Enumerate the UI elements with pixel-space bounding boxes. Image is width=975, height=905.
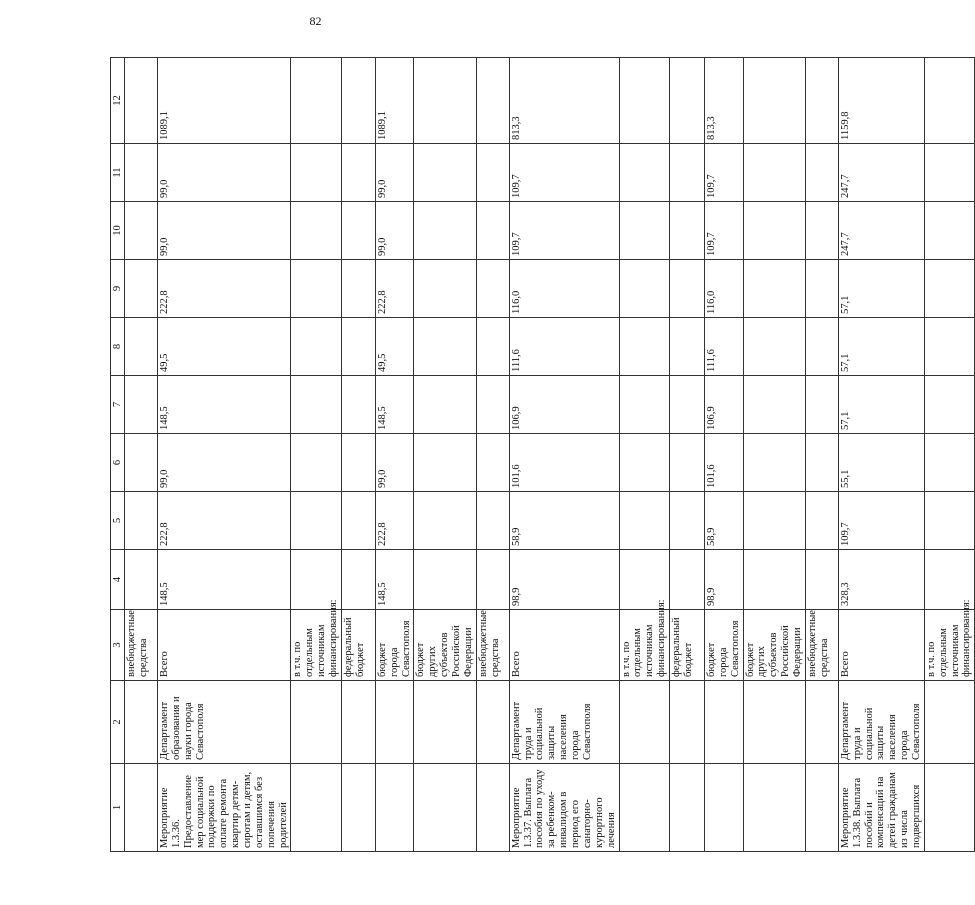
budget-table (110, 57, 975, 852)
executor-cell (619, 681, 669, 764)
value-cell: 98,9 (509, 550, 619, 610)
value-cell (414, 550, 476, 610)
value-cell (924, 202, 974, 260)
table-row (509, 58, 619, 852)
value-cell (924, 376, 974, 434)
value-cell (414, 202, 476, 260)
table-row (341, 58, 375, 852)
value-cell: 98,9 (704, 550, 743, 610)
value-cell (619, 492, 669, 550)
executor-cell (704, 681, 743, 764)
value-cell: 1089,1 (375, 58, 414, 144)
value-cell (476, 260, 509, 318)
table-row (375, 58, 414, 852)
value-cell (805, 318, 838, 376)
value-cell: 148,5 (375, 376, 414, 434)
value-cell (669, 434, 704, 492)
value-cell (291, 376, 341, 434)
value-cell (414, 144, 476, 202)
header-cell: 6 (111, 434, 125, 492)
table-row (669, 58, 704, 852)
value-cell (291, 202, 341, 260)
value-cell (476, 492, 509, 550)
value-cell (743, 318, 805, 376)
value-cell: 148,5 (375, 550, 414, 610)
value-cell: 58,9 (509, 492, 619, 550)
table-body (111, 58, 975, 852)
value-cell (805, 202, 838, 260)
value-cell (743, 492, 805, 550)
value-cell (476, 144, 509, 202)
value-cell (924, 58, 974, 144)
source-cell: федеральный бюджет (341, 610, 375, 681)
executor-cell (743, 681, 805, 764)
header-cell: 10 (111, 202, 125, 260)
header-row (111, 58, 125, 852)
value-cell (924, 492, 974, 550)
value-cell: 247,7 (838, 202, 924, 260)
value-cell: 99,0 (158, 202, 291, 260)
value-cell (125, 550, 158, 610)
value-cell (414, 318, 476, 376)
executor-cell (375, 681, 414, 764)
measure-cell (704, 764, 743, 852)
source-cell: бюджет города Севастополя (704, 610, 743, 681)
source-cell: федеральный бюджет (669, 610, 704, 681)
header-cell: 4 (111, 550, 125, 610)
value-cell (619, 318, 669, 376)
table-row (743, 58, 805, 852)
value-cell (291, 434, 341, 492)
value-cell (619, 260, 669, 318)
value-cell: 111,6 (704, 318, 743, 376)
value-cell (414, 434, 476, 492)
value-cell: 1089,1 (158, 58, 291, 144)
value-cell: 116,0 (704, 260, 743, 318)
measure-cell (743, 764, 805, 852)
value-cell (805, 434, 838, 492)
table-row (291, 58, 341, 852)
value-cell: 328,3 (838, 550, 924, 610)
table-row (704, 58, 743, 852)
value-cell: 57,1 (838, 318, 924, 376)
table-row (414, 58, 476, 852)
rotated-table-container (110, 58, 973, 852)
value-cell (619, 434, 669, 492)
executor-cell (291, 681, 341, 764)
source-cell: внебюджетные средства (805, 610, 838, 681)
table-row (125, 58, 158, 852)
value-cell (743, 260, 805, 318)
value-cell (669, 376, 704, 434)
value-cell: 109,7 (509, 202, 619, 260)
header-cell: 5 (111, 492, 125, 550)
value-cell (805, 144, 838, 202)
measure-cell: Мероприятие 1.3.37. Выплата пособия по уходу за ребенком-инвалидом в период его санаторно-курортного лечения (509, 764, 619, 852)
value-cell (743, 434, 805, 492)
value-cell (743, 376, 805, 434)
value-cell (619, 58, 669, 144)
value-cell (476, 202, 509, 260)
measure-cell (476, 764, 509, 852)
value-cell (476, 434, 509, 492)
value-cell (341, 318, 375, 376)
source-cell: в т.ч. по отдельным источникам финансирования: (619, 610, 669, 681)
value-cell: 222,8 (375, 492, 414, 550)
executor-cell: Департамент образования и науки города Севастополя (158, 681, 291, 764)
value-cell (125, 434, 158, 492)
value-cell: 222,8 (158, 260, 291, 318)
value-cell (125, 376, 158, 434)
value-cell (476, 318, 509, 376)
source-cell: Всего (509, 610, 619, 681)
source-cell: бюджет города Севастополя (375, 610, 414, 681)
value-cell (291, 58, 341, 144)
source-cell: внебюджетные средства (125, 610, 158, 681)
value-cell (805, 58, 838, 144)
value-cell (669, 318, 704, 376)
value-cell (341, 492, 375, 550)
value-cell: 99,0 (158, 434, 291, 492)
table-row (805, 58, 838, 852)
measure-cell (669, 764, 704, 852)
value-cell: 813,3 (704, 58, 743, 144)
measure-cell (924, 764, 974, 852)
table-row (158, 58, 291, 852)
value-cell: 109,7 (704, 202, 743, 260)
value-cell (125, 202, 158, 260)
executor-cell (669, 681, 704, 764)
header-cell: 7 (111, 376, 125, 434)
executor-cell: Департамент труда и социальной защиты населения города Севастополя (509, 681, 619, 764)
table-row (838, 58, 924, 852)
table-row (924, 58, 974, 852)
value-cell (669, 260, 704, 318)
value-cell (805, 376, 838, 434)
value-cell (341, 434, 375, 492)
value-cell (924, 318, 974, 376)
value-cell: 116,0 (509, 260, 619, 318)
value-cell (476, 58, 509, 144)
value-cell (414, 58, 476, 144)
value-cell: 99,0 (375, 202, 414, 260)
value-cell (669, 58, 704, 144)
header-cell: 3 (111, 610, 125, 681)
page-number: 82 (309, 14, 322, 28)
value-cell: 222,8 (158, 492, 291, 550)
value-cell (125, 58, 158, 144)
source-cell: в т.ч. по отдельным источникам финансирования: (291, 610, 341, 681)
value-cell (341, 260, 375, 318)
measure-cell (125, 764, 158, 852)
value-cell (341, 376, 375, 434)
value-cell (341, 58, 375, 144)
measure-cell (291, 764, 341, 852)
value-cell (669, 144, 704, 202)
value-cell (619, 144, 669, 202)
executor-cell (125, 681, 158, 764)
value-cell (924, 434, 974, 492)
value-cell: 101,6 (704, 434, 743, 492)
value-cell: 148,5 (158, 550, 291, 610)
value-cell (669, 202, 704, 260)
value-cell: 148,5 (158, 376, 291, 434)
value-cell (669, 492, 704, 550)
executor-cell (476, 681, 509, 764)
value-cell: 247,7 (838, 144, 924, 202)
value-cell (291, 260, 341, 318)
value-cell (805, 550, 838, 610)
value-cell (619, 376, 669, 434)
header-cell: 12 (111, 58, 125, 144)
value-cell: 109,7 (704, 144, 743, 202)
value-cell (619, 202, 669, 260)
value-cell: 49,5 (375, 318, 414, 376)
header-cell: 8 (111, 318, 125, 376)
measure-cell (375, 764, 414, 852)
header-cell: 11 (111, 144, 125, 202)
value-cell: 99,0 (158, 144, 291, 202)
value-cell: 101,6 (509, 434, 619, 492)
measure-cell (619, 764, 669, 852)
value-cell: 111,6 (509, 318, 619, 376)
value-cell (414, 376, 476, 434)
value-cell (743, 550, 805, 610)
measure-cell: Мероприятие 1.3.38. Выплата пособий и компенсаций на детей гражданам из числа подвергшихся (838, 764, 924, 852)
value-cell (669, 550, 704, 610)
value-cell (924, 144, 974, 202)
value-cell: 1159,8 (838, 58, 924, 144)
value-cell (805, 260, 838, 318)
value-cell: 813,3 (509, 58, 619, 144)
value-cell (924, 260, 974, 318)
executor-cell: Департамент труда и социальной защиты населения города Севастополя (838, 681, 924, 764)
header-cell: 9 (111, 260, 125, 318)
value-cell: 49,5 (158, 318, 291, 376)
value-cell (291, 492, 341, 550)
header-cell: 1 (111, 764, 125, 852)
value-cell (805, 492, 838, 550)
value-cell (341, 202, 375, 260)
value-cell (476, 550, 509, 610)
value-cell (476, 376, 509, 434)
value-cell: 109,7 (509, 144, 619, 202)
measure-cell (414, 764, 476, 852)
measure-cell (341, 764, 375, 852)
value-cell: 106,9 (704, 376, 743, 434)
source-cell: Всего (838, 610, 924, 681)
executor-cell (414, 681, 476, 764)
value-cell: 106,9 (509, 376, 619, 434)
table-row (619, 58, 669, 852)
value-cell (125, 492, 158, 550)
value-cell (414, 492, 476, 550)
value-cell (414, 260, 476, 318)
value-cell (291, 318, 341, 376)
value-cell (743, 58, 805, 144)
executor-cell (924, 681, 974, 764)
value-cell (743, 144, 805, 202)
value-cell (341, 144, 375, 202)
measure-cell (805, 764, 838, 852)
source-cell: бюджет других субъектов Российской Федерации (743, 610, 805, 681)
value-cell: 99,0 (375, 434, 414, 492)
executor-cell (805, 681, 838, 764)
value-cell: 55,1 (838, 434, 924, 492)
source-cell: внебюджетные средства (476, 610, 509, 681)
value-cell: 109,7 (838, 492, 924, 550)
table-row (476, 58, 509, 852)
executor-cell (341, 681, 375, 764)
value-cell (125, 318, 158, 376)
value-cell: 99,0 (375, 144, 414, 202)
value-cell (125, 260, 158, 318)
value-cell (291, 144, 341, 202)
value-cell: 222,8 (375, 260, 414, 318)
value-cell: 57,1 (838, 260, 924, 318)
header-cell: 2 (111, 681, 125, 764)
value-cell: 57,1 (838, 376, 924, 434)
value-cell: 58,9 (704, 492, 743, 550)
value-cell (743, 202, 805, 260)
value-cell (125, 144, 158, 202)
value-cell (341, 550, 375, 610)
source-cell: Всего (158, 610, 291, 681)
source-cell: в т.ч. по отдельным источникам финансирования: (924, 610, 974, 681)
measure-cell: Мероприятие 1.3.36. Предоставление мер социальной поддержки по оплате ремонта квартир детям-сиротам и детям, оставшимся без попечения родителей (158, 764, 291, 852)
source-cell: бюджет других субъектов Российской Федерации (414, 610, 476, 681)
